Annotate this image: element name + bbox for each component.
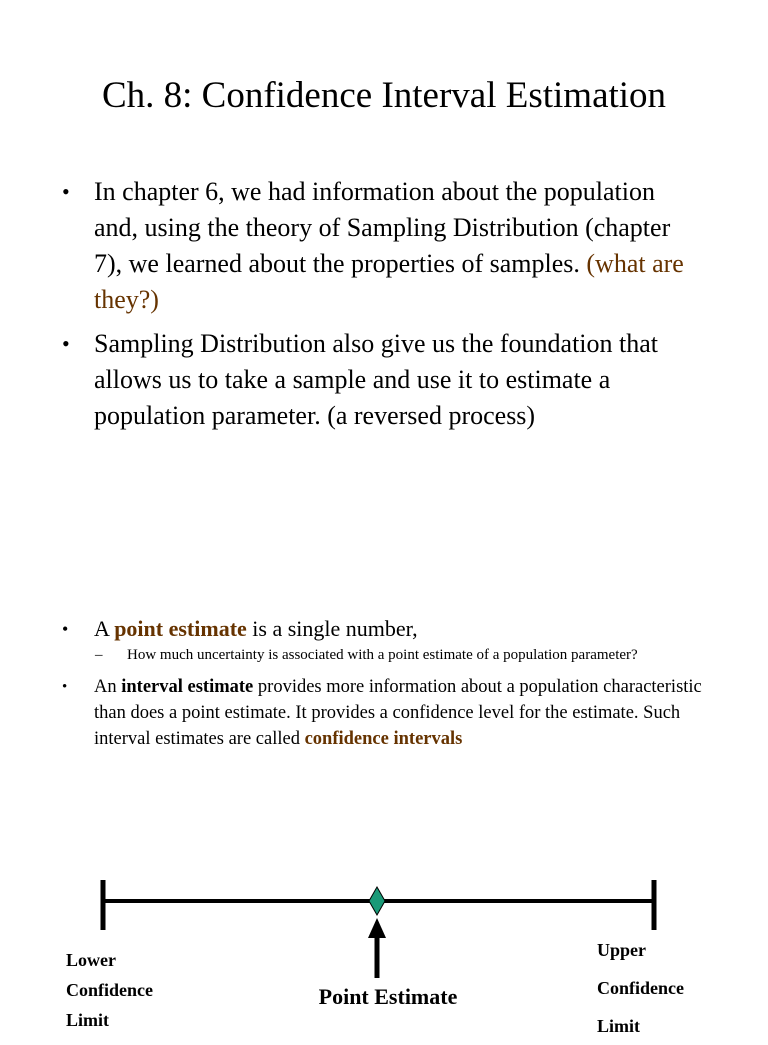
- bullet-text: provides more information about a population characteristic than does a point estimate. It provides a confidence level for the estimate. Such interval estimates are called: [94, 677, 702, 749]
- sub-bullet-text: How much uncertainty is associated with a point estimate of a population parameter?: [127, 647, 638, 663]
- label-line: Confidence: [597, 978, 684, 998]
- bullet-prefix: An: [94, 677, 117, 697]
- up-arrow-icon: [368, 918, 386, 938]
- slide-title: Ch. 8: Confidence Interval Estimation: [101, 75, 667, 116]
- lower-limit-label: [66, 945, 153, 1035]
- point-estimate-marker-icon: [369, 887, 385, 915]
- bullet-icon: •: [62, 331, 70, 356]
- upper-limit-label: [597, 931, 684, 1045]
- term-point-estimate: point estimate: [114, 616, 247, 641]
- bullet-text: Sampling Distribution also give us the foundation that allows us to take a sample and use it to estimate a population parameter. (a reversed process): [94, 329, 659, 430]
- label-line: Limit: [66, 1010, 109, 1030]
- bullet-icon: •: [62, 679, 68, 695]
- label-line: Limit: [597, 1016, 640, 1036]
- bullet-question: (what are they?): [94, 249, 684, 314]
- bullet-text: is a single number,: [252, 616, 418, 641]
- term-confidence-intervals: confidence intervals: [304, 729, 463, 749]
- label-line: Lower: [66, 950, 116, 970]
- term-interval-estimate: interval estimate: [121, 677, 254, 697]
- bullet-icon: •: [62, 179, 70, 204]
- label-line: Confidence: [66, 980, 153, 1000]
- bullet-text: In chapter 6, we had information about the population and, using the theory of Sampling Distribution (chapter 7), we learned about the properties of samples.: [94, 177, 671, 278]
- label-line: Upper: [597, 940, 646, 960]
- bullet-icon: •: [62, 619, 69, 639]
- dash-icon: –: [95, 647, 103, 663]
- point-estimate-label: Point Estimate: [318, 984, 458, 1009]
- bullet-prefix: A: [94, 616, 109, 641]
